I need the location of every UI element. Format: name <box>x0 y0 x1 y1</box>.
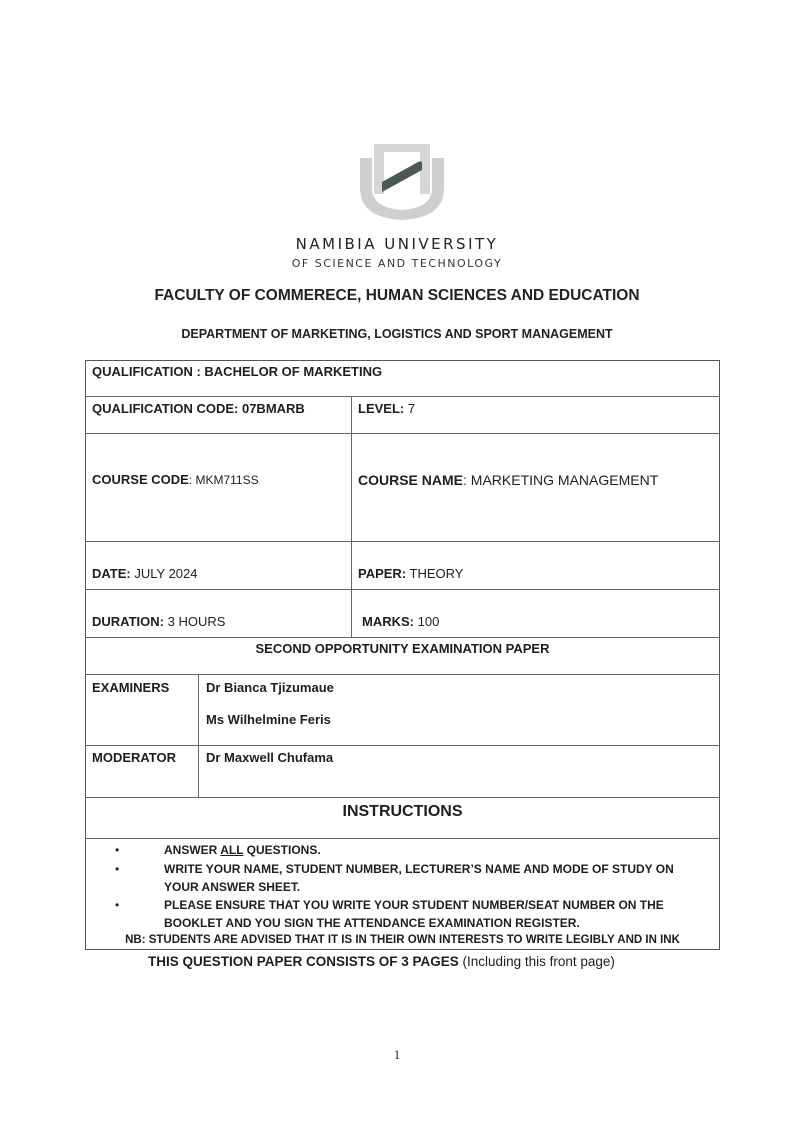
marks-value: 100 <box>414 614 440 629</box>
university-shield-icon <box>356 140 448 222</box>
row-divider <box>85 396 720 397</box>
page-count-bold: THIS QUESTION PAPER CONSISTS OF 3 PAGES <box>148 954 459 969</box>
page-count-note <box>148 954 615 969</box>
exam-type: SECOND OPPORTUNITY EXAMINATION PAPER <box>255 641 550 656</box>
qualification-label: QUALIFICATION : BACHELOR OF MARKETING <box>92 364 383 379</box>
instruction-item-2-line2: YOUR ANSWER SHEET. <box>164 880 301 894</box>
date-field <box>92 566 198 581</box>
duration-value: 3 HOURS <box>163 614 226 629</box>
level-label: LEVEL: <box>358 401 405 416</box>
row-divider <box>85 797 720 798</box>
examiners-label: EXAMINERS <box>92 680 170 695</box>
level-field <box>358 401 415 416</box>
instruction-text: QUESTIONS. <box>243 843 321 857</box>
examiner-name: Ms Wilhelmine Feris <box>206 712 331 727</box>
university-name: NAMIBIA UNIVERSITY <box>295 235 499 253</box>
marks-label: MARKS: <box>362 614 414 629</box>
course-name-label: COURSE NAME <box>358 472 464 488</box>
level-value: 7 <box>404 401 416 416</box>
course-code-label: COURSE CODE <box>92 472 189 487</box>
moderator-name: Dr Maxwell Chufama <box>206 750 334 765</box>
instruction-item-2-line1: WRITE YOUR NAME, STUDENT NUMBER, LECTURER’S NAME AND MODE OF STUDY ON <box>164 862 674 876</box>
row-divider <box>85 433 720 434</box>
examiner-name: Dr Bianca Tjizumaue <box>206 680 334 695</box>
department-title: DEPARTMENT OF MARKETING, LOGISTICS AND SPORT MANAGEMENT <box>181 327 613 341</box>
bullet-icon: • <box>115 898 120 912</box>
qualification-code: QUALIFICATION CODE: 07BMARB <box>92 401 305 416</box>
page-number: 1 <box>393 1047 401 1062</box>
page-count-detail: (Including this front page) <box>458 954 615 969</box>
marks-field <box>362 614 439 629</box>
university-logo <box>356 140 448 222</box>
university-subtitle: OF SCIENCE AND TECHNOLOGY <box>291 257 503 270</box>
row-divider <box>85 637 720 638</box>
duration-field <box>92 614 225 629</box>
course-name-field <box>358 472 658 488</box>
duration-label: DURATION: <box>92 614 164 629</box>
faculty-title: FACULTY OF COMMERECE, HUMAN SCIENCES AND EDUCATION <box>154 287 640 304</box>
row-divider <box>85 541 720 542</box>
instruction-item-3-line2: BOOKLET AND YOU SIGN THE ATTENDANCE EXAMINATION REGISTER. <box>164 916 580 930</box>
instruction-item-3-line1: PLEASE ENSURE THAT YOU WRITE YOUR STUDENT NUMBER/SEAT NUMBER ON THE <box>164 898 664 912</box>
paper-field <box>358 566 463 581</box>
course-code-field <box>92 472 259 487</box>
instructions-heading: INSTRUCTIONS <box>342 803 463 820</box>
instruction-emphasis: ALL <box>220 843 244 857</box>
row-divider <box>85 589 720 590</box>
paper-value: THEORY <box>406 566 464 581</box>
row-divider <box>85 745 720 746</box>
moderator-label: MODERATOR <box>92 750 177 765</box>
column-divider <box>351 396 352 637</box>
date-label: DATE: <box>92 566 131 581</box>
instruction-text: ANSWER <box>164 843 221 857</box>
course-code-value: : MKM711SS <box>188 473 259 487</box>
course-name-value: : MARKETING MANAGEMENT <box>463 472 659 488</box>
row-divider <box>85 838 720 839</box>
date-value: JULY 2024 <box>130 566 198 581</box>
nb-note: NB: STUDENTS ARE ADVISED THAT IT IS IN THEIR OWN INTERESTS TO WRITE LEGIBLY AND IN INK <box>125 934 680 946</box>
column-divider <box>198 674 199 797</box>
paper-label: PAPER: <box>358 566 407 581</box>
row-divider <box>85 674 720 675</box>
instruction-item-1 <box>164 843 321 857</box>
bullet-icon: • <box>115 843 120 857</box>
bullet-icon: • <box>115 862 120 876</box>
